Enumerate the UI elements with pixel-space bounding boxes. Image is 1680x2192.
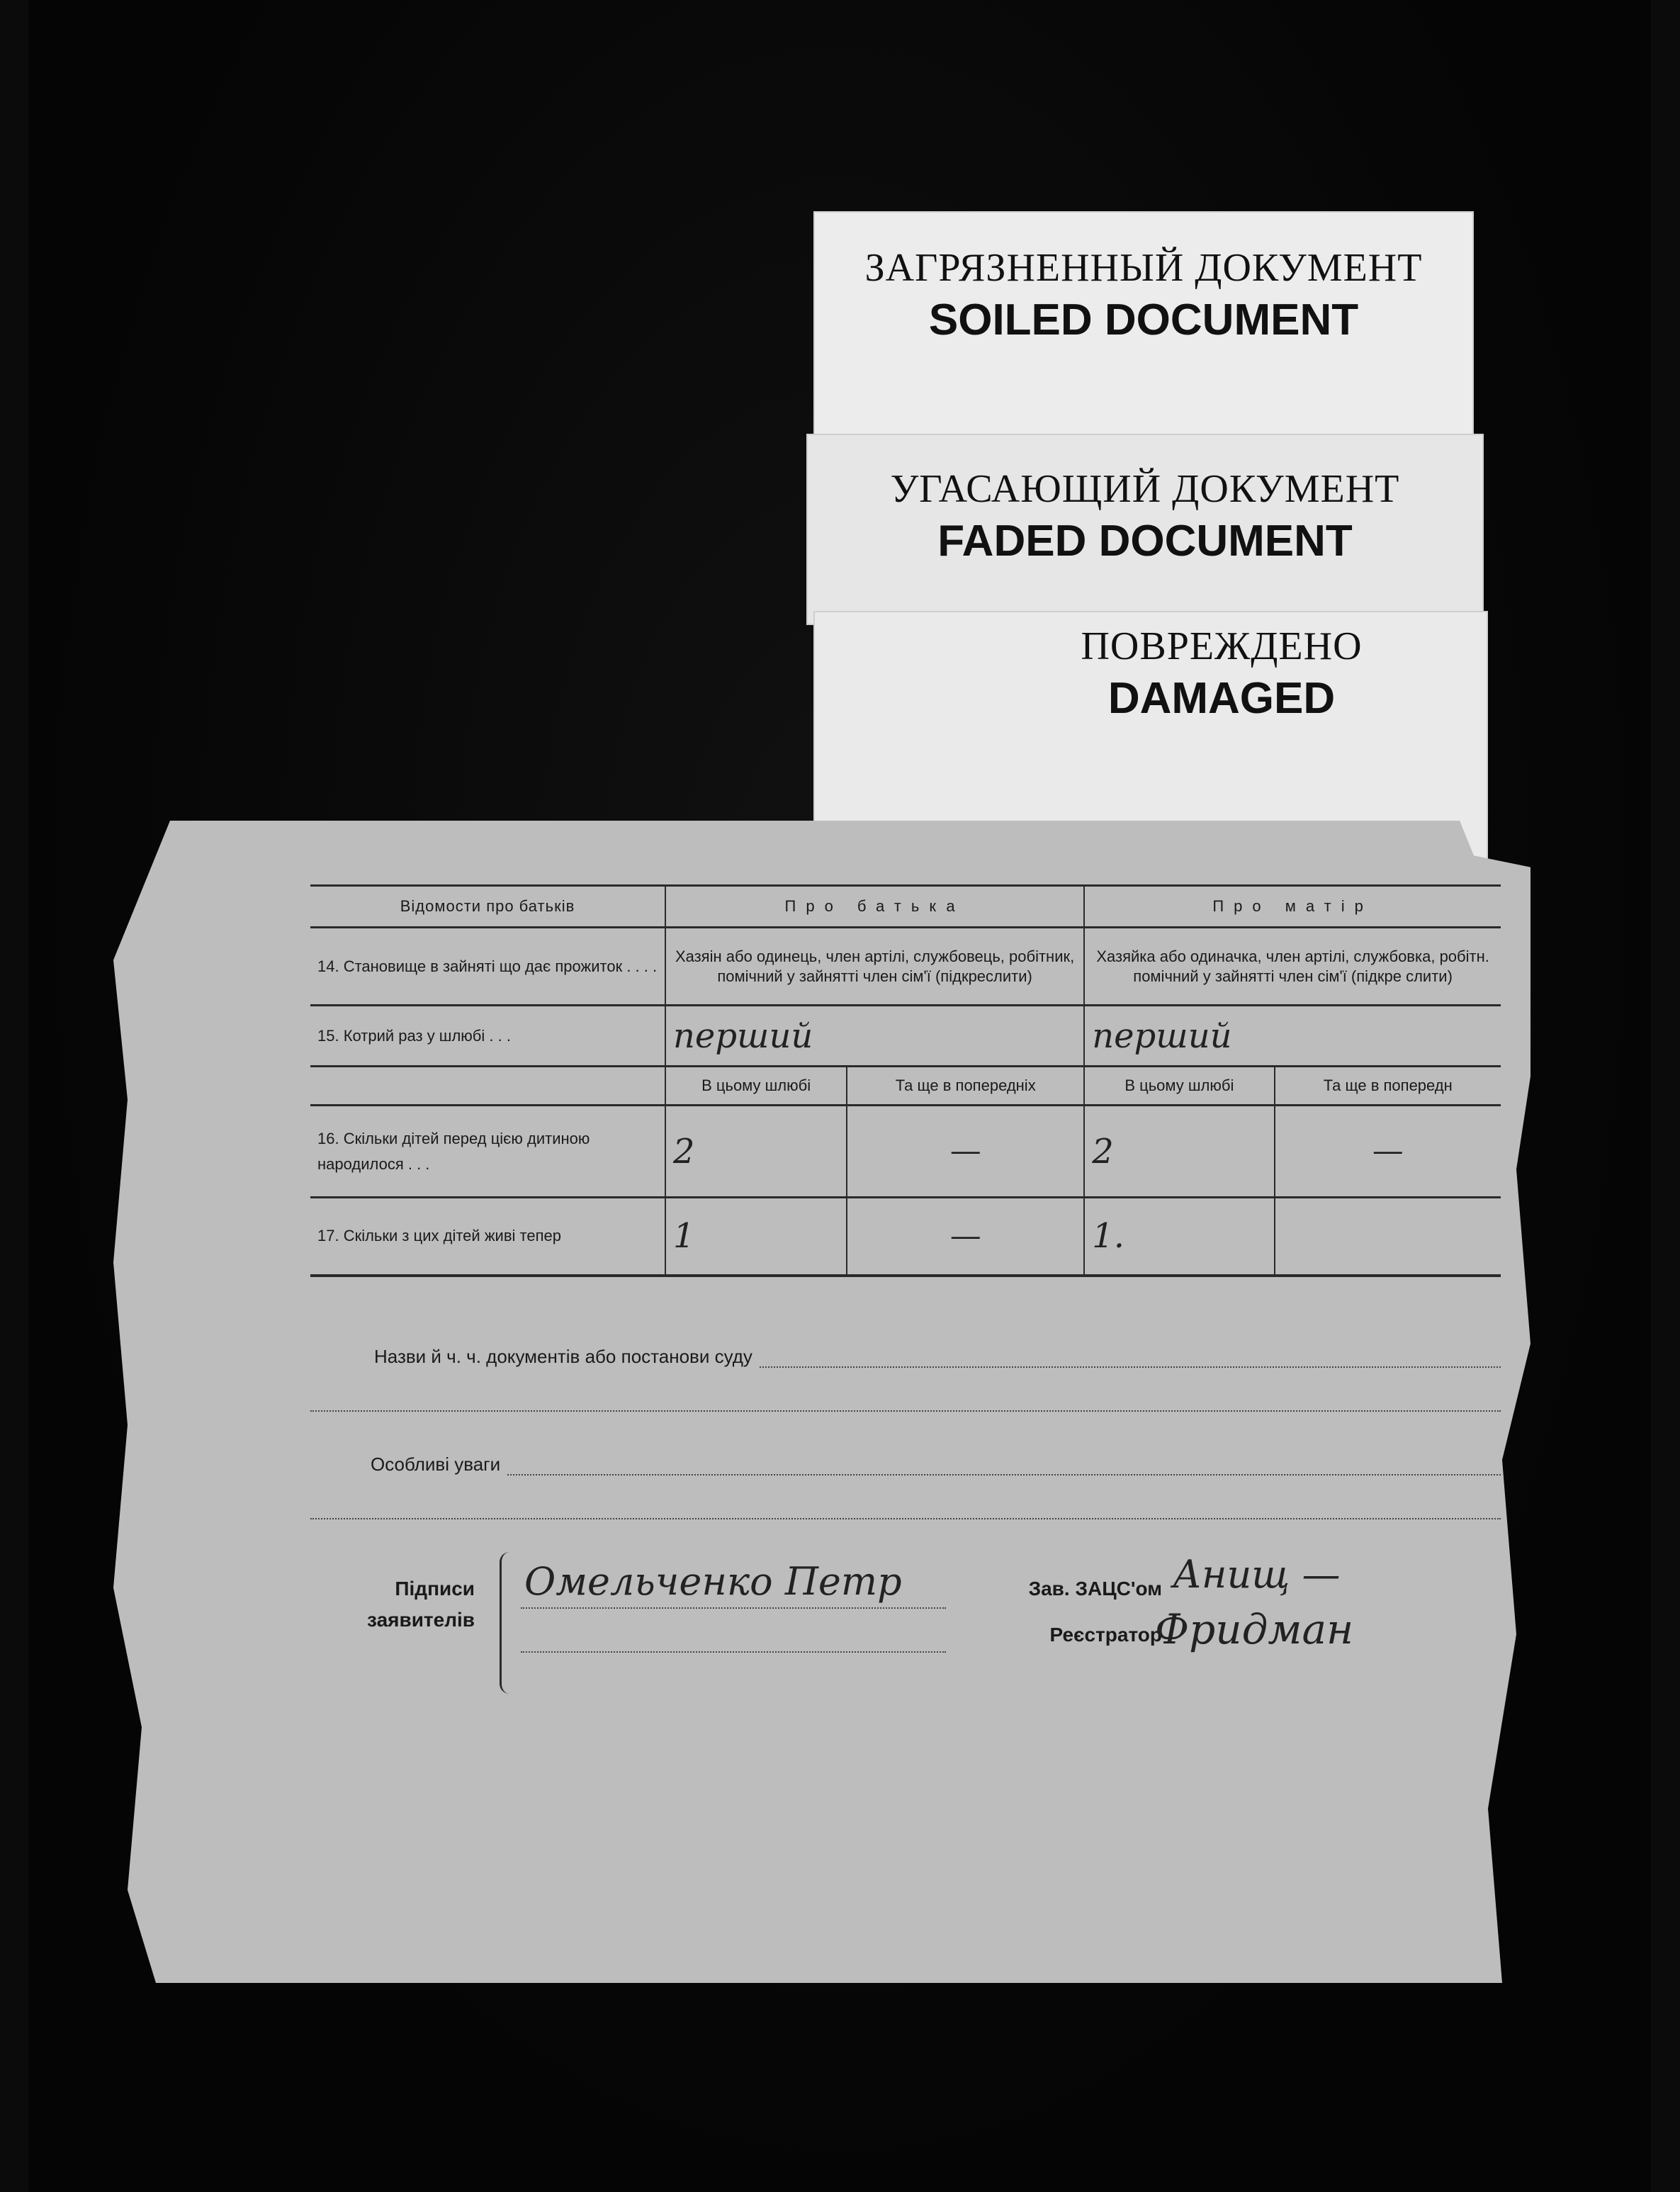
applicants-label-2: заявителів bbox=[367, 1609, 475, 1631]
row15-mother: перший bbox=[1084, 1006, 1501, 1067]
row16-father-this: 2 bbox=[665, 1106, 847, 1198]
head-signature: Анищ — bbox=[1173, 1552, 1341, 1597]
applicants-label-1: Підписи bbox=[395, 1578, 475, 1600]
applicants-label bbox=[354, 1573, 475, 1636]
row14-mother: Хазяйка або одиначка, член артілі, службовка, робітн. помічний у зайнятті член сім'ї (підкре слити) bbox=[1084, 928, 1501, 1006]
subheader-mother-this: В цьому шлюбі bbox=[1084, 1067, 1274, 1106]
soiled-tag-ru: ЗАГРЯЗНЕННЫЙ ДОКУМЕНТ bbox=[864, 246, 1423, 290]
faded-tag-en: FADED DOCUMENT bbox=[937, 517, 1353, 566]
row17-mother-prev bbox=[1275, 1198, 1501, 1276]
documents-label: Назви й ч. ч. документів або постанови суду bbox=[374, 1346, 752, 1367]
header-mother: Про матір bbox=[1084, 886, 1501, 928]
signatures-block bbox=[354, 1552, 1559, 1736]
notes-line bbox=[507, 1460, 1501, 1476]
row14-label: 14. Становище в зайняті що дає прожиток . . . . bbox=[310, 928, 665, 1006]
soiled-tag-en: SOILED DOCUMENT bbox=[928, 296, 1359, 344]
applicant-signature: Омельченко Петр bbox=[524, 1559, 902, 1604]
applicant-sig-line-1 bbox=[521, 1607, 946, 1609]
faded-document-tag bbox=[806, 434, 1484, 625]
row17-label: 17. Скільки з цих дітей живі тепер bbox=[310, 1198, 665, 1276]
subheader-father-prev: Та ще в попередніх bbox=[847, 1067, 1084, 1106]
applicants-brace bbox=[500, 1552, 514, 1694]
header-father: Про батька bbox=[665, 886, 1084, 928]
subheader-blank bbox=[310, 1067, 665, 1106]
row17-father-prev: — bbox=[847, 1198, 1084, 1276]
header-parents-info: Відомости про батьків bbox=[310, 886, 665, 928]
documents-field bbox=[310, 1318, 1501, 1368]
row16-mother-prev: — bbox=[1275, 1106, 1501, 1198]
row17-mother-this: 1. bbox=[1084, 1198, 1274, 1276]
row15-label: 15. Котрий раз у шлюбі . . . bbox=[310, 1006, 665, 1067]
applicant-sig-line-2 bbox=[521, 1651, 946, 1653]
row15-father: перший bbox=[665, 1006, 1084, 1067]
row16-father-prev: — bbox=[847, 1106, 1084, 1198]
notes-line-2 bbox=[310, 1476, 1501, 1519]
damaged-tag-en: DAMAGED bbox=[1107, 674, 1336, 723]
row14-father: Хазяін або одинець, член артілі, службовець, робітник, помічний у зайнятті член сім'ї (підкреслити) bbox=[665, 928, 1084, 1006]
parents-info-table bbox=[310, 884, 1501, 1277]
subheader-mother-prev: Та ще в попередн bbox=[1275, 1067, 1501, 1106]
form-fields bbox=[310, 1318, 1501, 1519]
damaged-tag-ru: ПОВРЕЖДЕНО bbox=[1081, 624, 1363, 668]
notes-field bbox=[310, 1426, 1501, 1476]
notes-label: Особливі уваги bbox=[371, 1454, 501, 1475]
faded-tag-ru: УГАСАЮЩИЙ ДОКУМЕНТ bbox=[890, 467, 1400, 511]
row16-label: 16. Скільки дітей перед цією дитиною народилося . . . bbox=[310, 1106, 665, 1198]
soiled-document-tag bbox=[813, 211, 1474, 445]
registrar-signature: Фридман bbox=[1155, 1605, 1354, 1653]
subheader-father-this: В цьому шлюбі bbox=[665, 1067, 847, 1106]
row17-father-this: 1 bbox=[665, 1198, 847, 1276]
row16-mother-this: 2 bbox=[1084, 1106, 1274, 1198]
head-label: Зав. ЗАЦС'ом bbox=[1028, 1578, 1162, 1600]
documents-line bbox=[760, 1352, 1501, 1368]
registrar-label: Реєстратор bbox=[1049, 1624, 1162, 1646]
documents-line-2 bbox=[310, 1368, 1501, 1412]
